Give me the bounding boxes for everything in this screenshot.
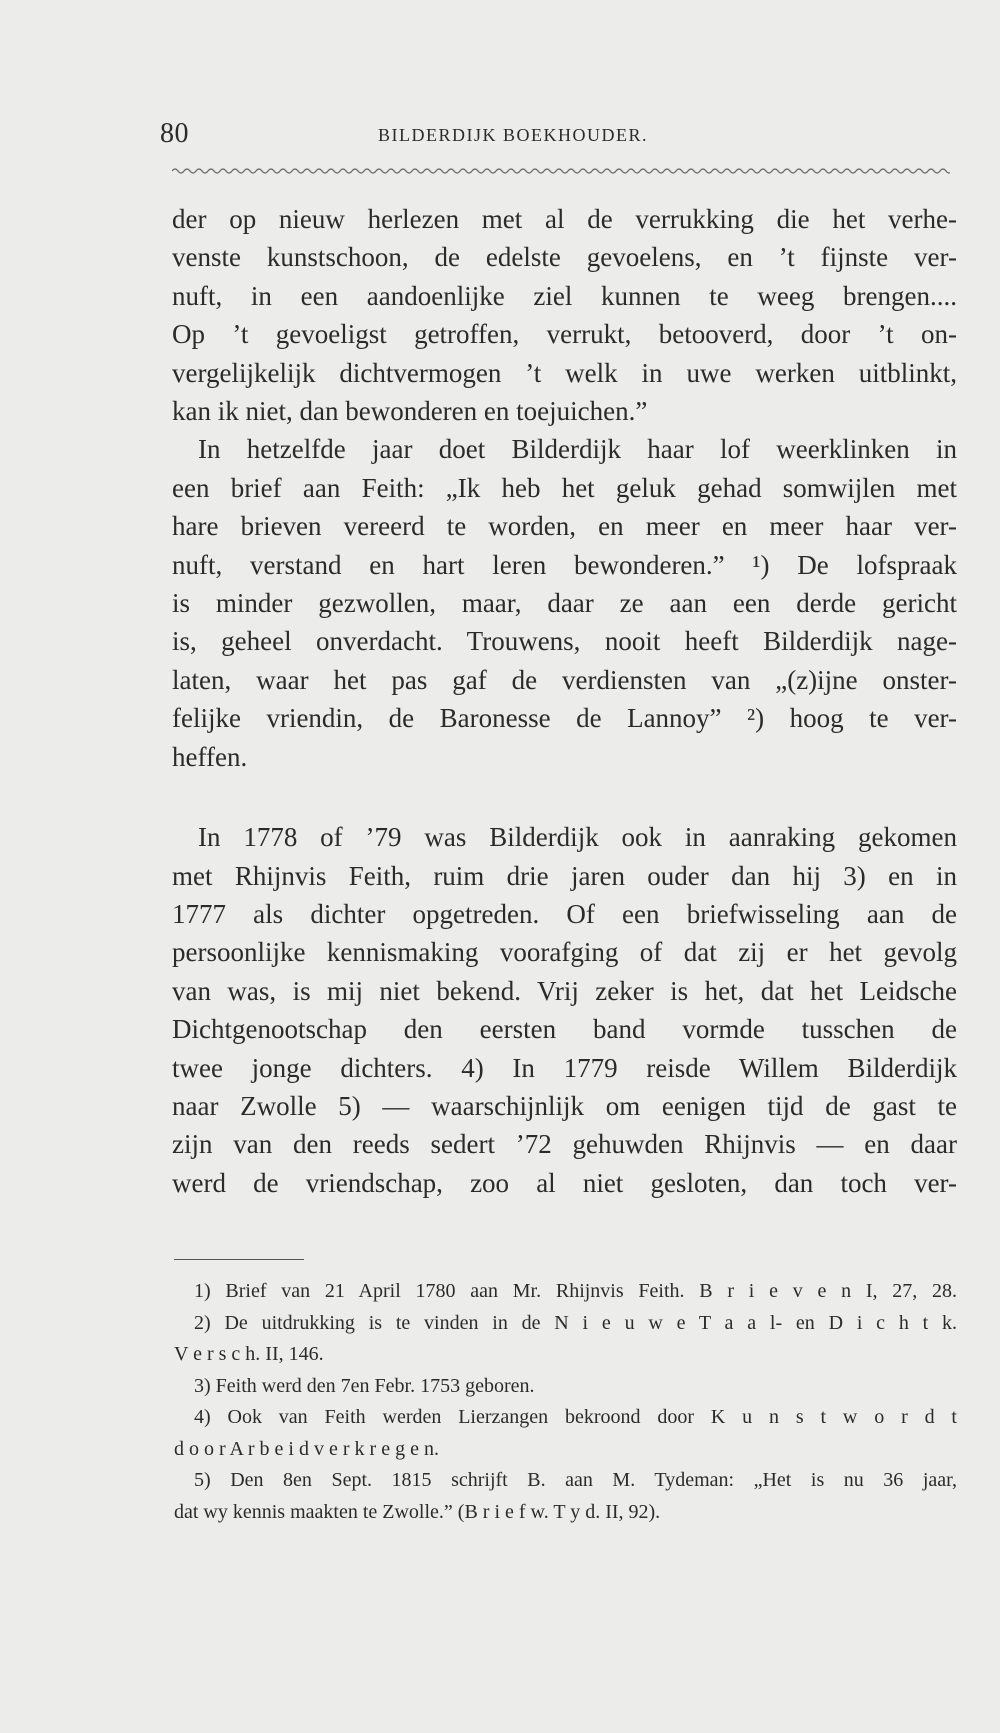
text-line: der op nieuw herlezen met al de verrukking die het verhe- [172, 204, 957, 234]
text-line: In 1778 of ’79 was Bilderdijk ook in aanraking gekomen [198, 822, 957, 853]
footnote-line: d o o r A r b e i d v e r k r e g e n. [174, 1437, 439, 1460]
text-line: twee jonge dichters. 4) In 1779 reisde Willem Bilderdijk [172, 1052, 957, 1083]
running-head [160, 118, 950, 152]
footnote-line: 5) Den 8en Sept. 1815 schrijft B. aan M. Tydeman: „Het is nu 36 jaar, [194, 1469, 957, 1491]
text-line: felijke vriendin, de Baronesse de Lannoy” ²) hoog te ver- [172, 703, 957, 734]
footnote-line: 4) Ook van Feith werden Lierzangen bekroond door K u n s t w o r d t [194, 1406, 957, 1428]
footnote-rule [174, 1259, 304, 1260]
text-line: met Rhijnvis Feith, ruim drie jaren ouder dan hij 3) en in [172, 860, 957, 891]
footnote-line: 1) Brief van 21 April 1780 aan Mr. Rhijnvis Feith. B r i e v e n I, 27, 28. [194, 1280, 957, 1302]
text-line: nuft, verstand en hart leren bewonderen.” ¹) De lofspraak [172, 549, 957, 580]
text-line: Dichtgenootschap den eersten band vormde tusschen de [172, 1014, 957, 1045]
text-line: venste kunstschoon, de edelste gevoelens, en ’t fijnste ver- [172, 242, 957, 273]
footnote-line: 2) De uitdrukking is te vinden in de N i e u w e T a a l- en D i c h t k. [194, 1311, 957, 1334]
text-line: vergelijkelijk dichtvermogen ’t welk in uwe werken uitblinkt, [172, 357, 957, 388]
page-number: 80 [160, 118, 189, 149]
paragraph-gap [172, 776, 957, 818]
text-line: werd de vriendschap, zoo al niet gesloten, dan toch ver- [172, 1167, 957, 1198]
footnote-line: dat wy kennis maakten te Zwolle.” (B r i e f w. T y d. II, 92). [174, 1500, 661, 1523]
footnotes [174, 1276, 957, 1528]
text-line: laten, waar het pas gaf de verdiensten van „(z)ijne onster- [172, 664, 957, 695]
running-title: BILDERDIJK BOEKHOUDER. [378, 125, 648, 145]
footnote-line: 3) Feith werd den 7en Febr. 1753 geboren. [194, 1374, 535, 1397]
text-line: Op ’t gevoeligst getroffen, verrukt, betooverd, door ’t on- [172, 319, 957, 350]
text-line: hare brieven vereerd te worden, en meer en meer haar ver- [172, 511, 957, 542]
text-line: nuft, in een aandoenlijke ziel kunnen te weeg brengen.... [172, 280, 957, 311]
body-text [172, 200, 957, 1202]
text-line: naar Zwolle 5) — waarschijnlijk om eenigen tijd de gast te [172, 1090, 957, 1121]
text-line: is minder gezwollen, maar, daar ze aan een derde gericht [172, 588, 957, 619]
text-line: kan ik niet, dan bewonderen en toejuichen.” [172, 396, 648, 427]
text-line: In hetzelfde jaar doet Bilderdijk haar lof weerklinken in [198, 434, 957, 465]
text-line: heffen. [172, 741, 248, 772]
wavy-header-rule [172, 166, 950, 176]
footnote-line: V e r s c h. II, 146. [174, 1343, 324, 1365]
text-line: 1777 als dichter opgetreden. Of een briefwisseling aan de [172, 898, 957, 929]
text-line: is, geheel onverdacht. Trouwens, nooit heeft Bilderdijk nage- [172, 626, 957, 657]
text-line: van was, is mij niet bekend. Vrij zeker is het, dat het Leidsche [172, 975, 957, 1006]
text-line: persoonlijke kennismaking voorafging of dat zij er het gevolg [172, 937, 957, 968]
text-line: een brief aan Feith: „Ik heb het geluk gehad somwijlen met [172, 472, 957, 503]
text-line: zijn van den reeds sedert ’72 gehuwden Rhijnvis — en daar [172, 1129, 957, 1160]
